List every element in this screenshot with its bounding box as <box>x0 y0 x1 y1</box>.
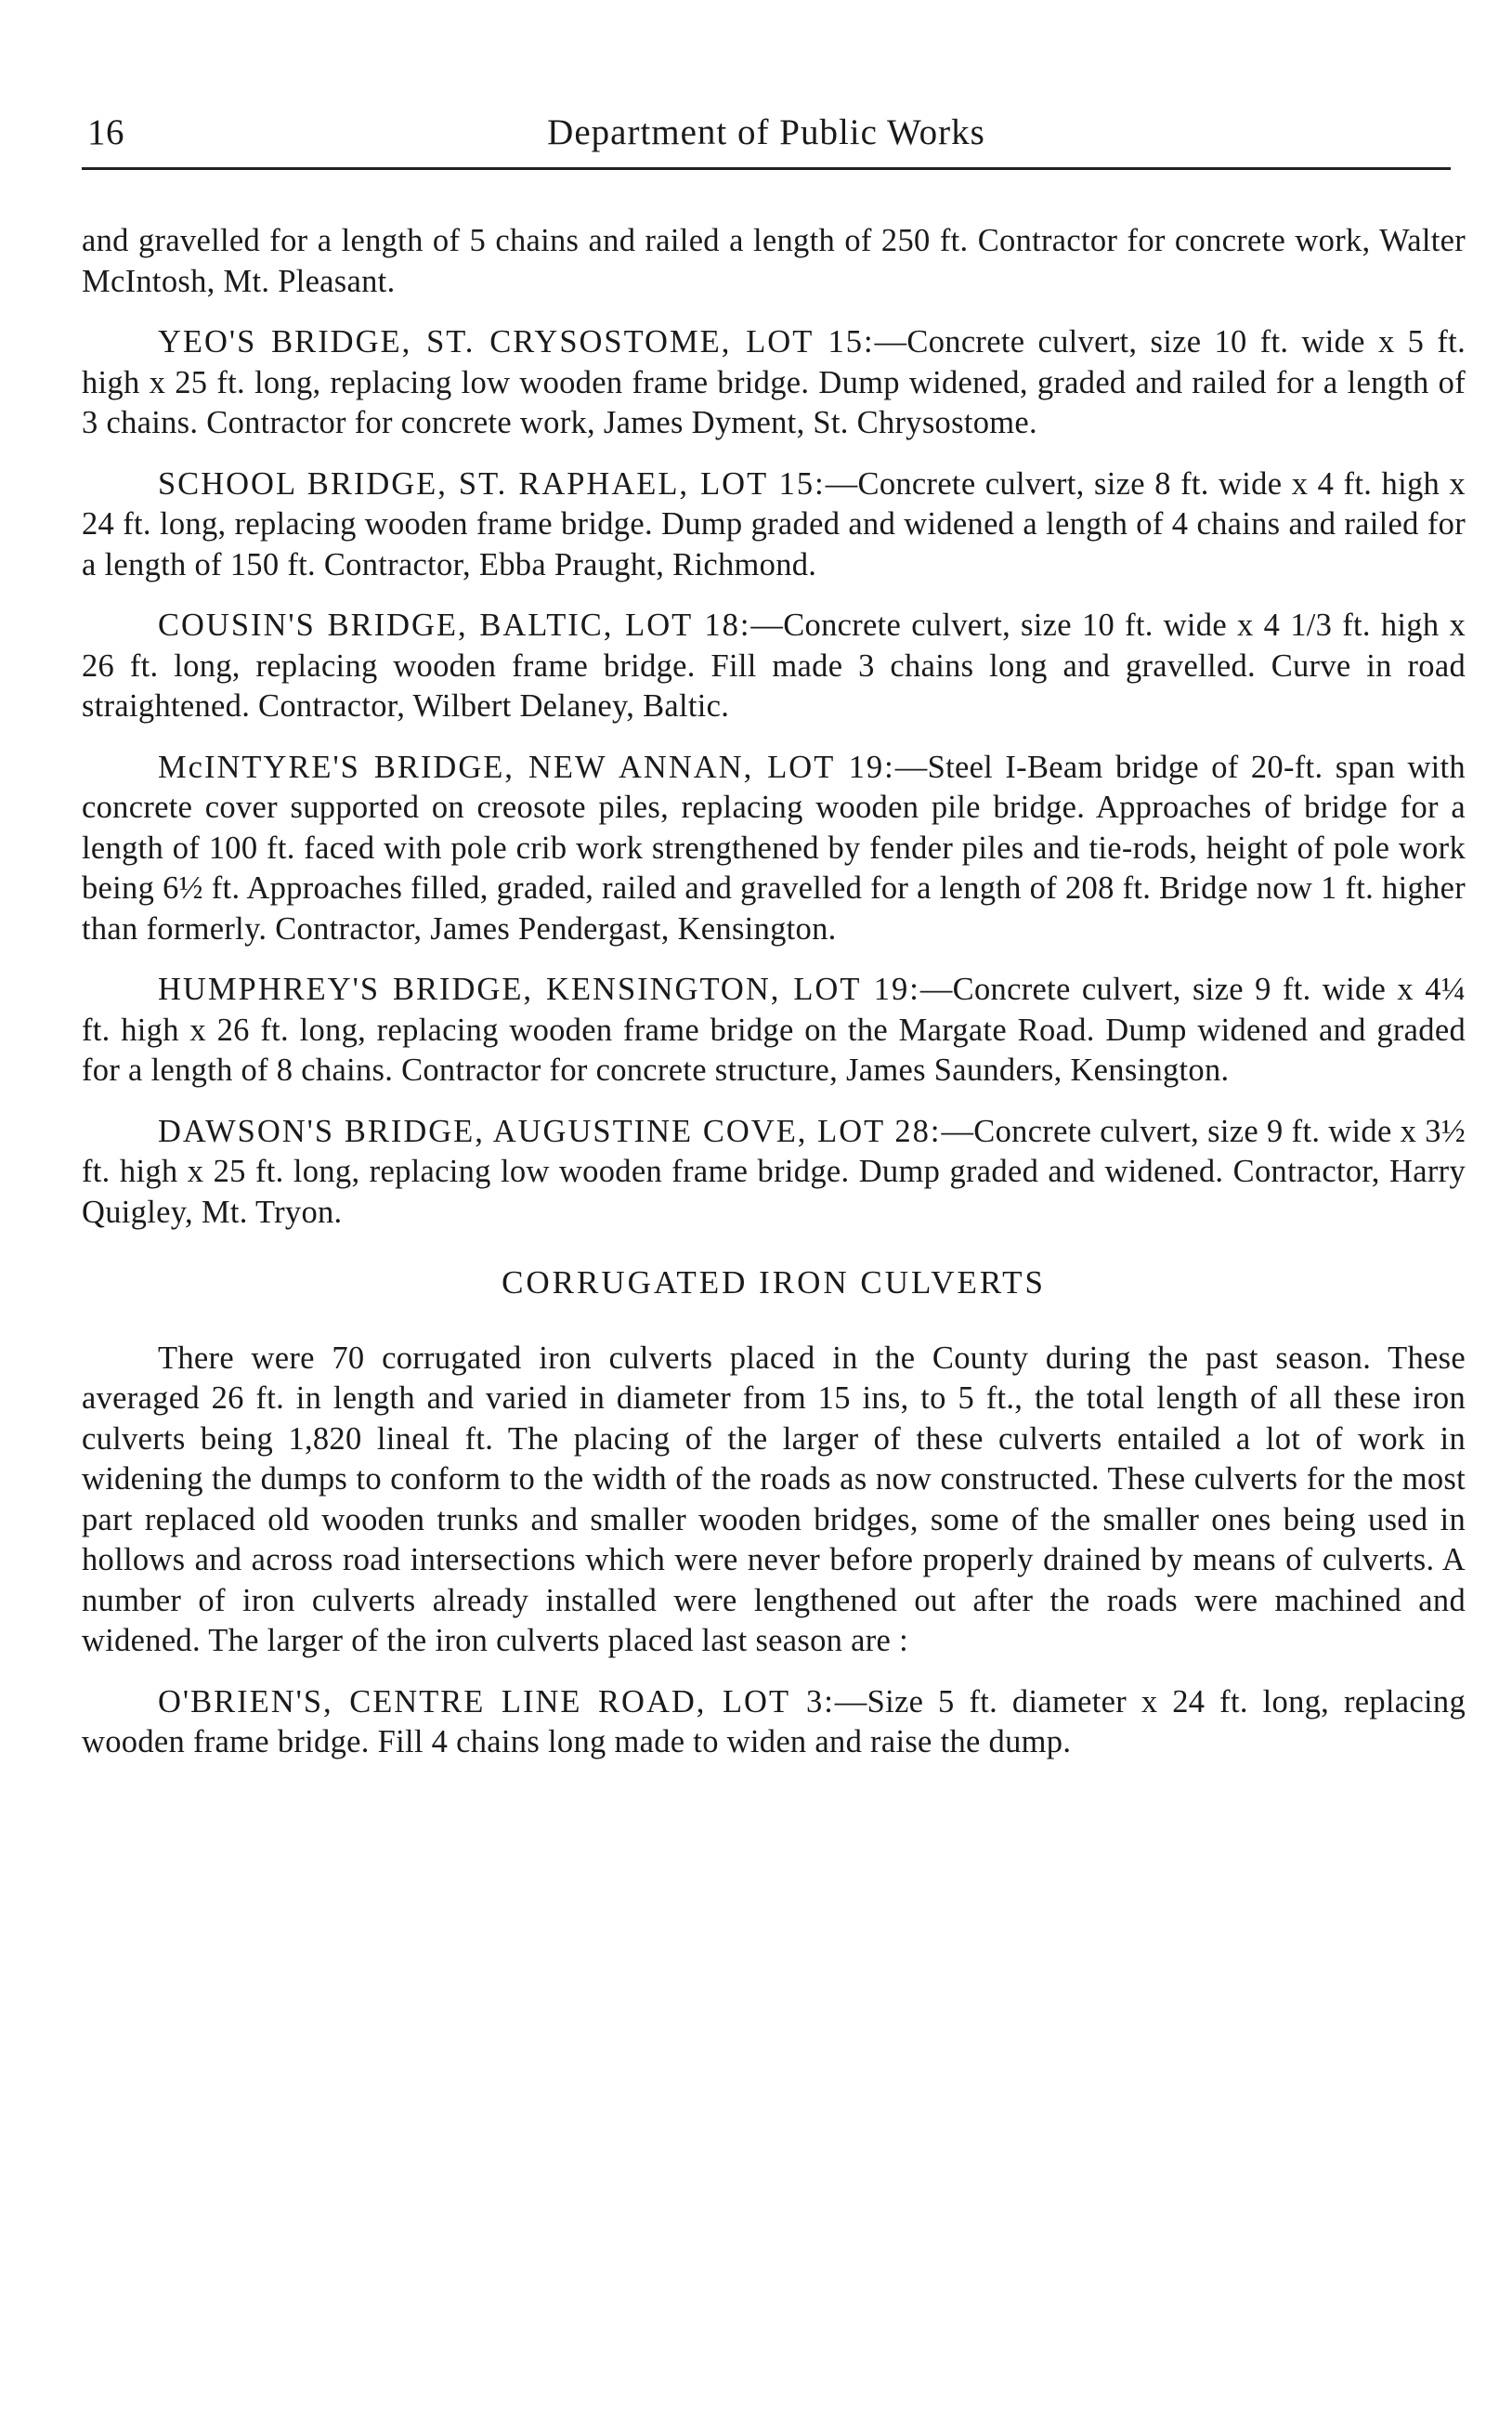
entry-title: COUSIN'S BRIDGE, BALTIC, LOT 18: <box>158 608 751 643</box>
bridge-entry-dawsons <box>82 1112 1466 1234</box>
entry-title: DAWSON'S BRIDGE, AUGUSTINE COVE, LOT 28: <box>158 1113 942 1149</box>
bridge-entry-yeos <box>82 322 1466 444</box>
entry-text: —Concrete culvert, size 10 ft. wide x 5 ft. high x 25 ft. long, replacing low wooden frame bridge. Dump widened, graded and railed for a length of 3 chains. Contractor for concrete work, James Dyment, St. Chrysostome. <box>82 324 1466 440</box>
header-rule <box>82 167 1451 170</box>
entry-title: O'BRIEN'S, CENTRE LINE ROAD, LOT 3: <box>158 1683 835 1719</box>
entry-text: —Concrete culvert, size 8 ft. wide x 4 ft. high x 24 ft. long, replacing wooden frame bridge. Dump graded and widened a length of 4 chains and railed for a length of 150 ft. Contractor, Ebba Praught, Richmond. <box>82 465 1466 582</box>
running-head: Department of Public Works <box>547 112 985 152</box>
culverts-paragraph: There were 70 corrugated iron culverts placed in the County during the past season. These averaged 26 ft. in length and varied in diameter from 15 ins, to 5 ft., the total length of all these iron culverts being 1,820 lineal ft. The placing of the larger of these culverts entailed a lot of work in widening the dumps to conform to the width of the roads as now constructed. These culverts for the most part replaced old wooden trunks and smaller wooden bridges, some of the smaller ones being used in hollows and across road intersections which were never before properly drained by means of culverts. A number of iron culverts already installed were lengthened out after the roads were machined and widened. The larger of the iron culverts placed last season are : <box>82 1340 1466 1658</box>
section-heading: CORRUGATED IRON CULVERTS <box>502 1264 1046 1301</box>
entry-title: YEO'S BRIDGE, ST. CRYSOSTOME, LOT 15: <box>158 324 875 360</box>
entry-title: McINTYRE'S BRIDGE, NEW ANNAN, LOT 19: <box>158 749 895 785</box>
entry-text: —Concrete culvert, size 9 ft. wide x 3½ ft. high x 25 ft. long, replacing low wooden frame bridge. Dump graded and widened. Contractor, Harry Quigley, Mt. Tryon. <box>82 1113 1466 1230</box>
continuation-paragraph: and gravelled for a length of 5 chains and railed a length of 250 ft. Contractor for concrete work, Walter McIntosh, Mt. Pleasant. <box>82 223 1466 299</box>
bridge-entry-school <box>82 464 1466 586</box>
page-number: 16 <box>87 112 124 152</box>
bridge-entry-cousins <box>82 606 1466 727</box>
entry-text: —Concrete culvert, size 10 ft. wide x 4 1/3 ft. high x 26 ft. long, replacing wooden frame bridge. Fill made 3 chains long and gravelled. Curve in road straightened. Contractor, Wilbert Delaney, Baltic. <box>82 608 1466 724</box>
entry-text: —Steel I-Beam bridge of 20-ft. span with concrete cover supported on creosote piles, replacing wooden pile bridge. Approaches of bridge for a length of 100 ft. faced with pole crib work strengthened by fender piles and tie-rods, height of pole work being 6½ ft. Approaches filled, graded, railed and gravelled for a length of 208 ft. Bridge now 1 ft. higher than formerly. Contractor, James Pendergast, Kensington. <box>82 749 1466 947</box>
bridge-entry-mcintyres <box>82 748 1466 950</box>
page-header <box>82 110 1451 156</box>
culvert-entry-obriens <box>82 1682 1466 1763</box>
bridge-entry-humphreys <box>82 970 1466 1092</box>
entry-title: SCHOOL BRIDGE, ST. RAPHAEL, LOT 15: <box>158 465 826 502</box>
page-body <box>82 221 1466 1784</box>
entry-title: HUMPHREY'S BRIDGE, KENSINGTON, LOT 19: <box>158 972 920 1007</box>
entry-text: —Size 5 ft. diameter x 24 ft. long, replacing wooden frame bridge. Fill 4 chains long made to widen and raise the dump. <box>82 1683 1466 1759</box>
entry-text: —Concrete culvert, size 9 ft. wide x 4¼ ft. high x 26 ft. long, replacing wooden frame bridge on the Margate Road. Dump widened and graded for a length of 8 chains. Contractor for concrete structure, James Saunders, Kensington. <box>82 972 1466 1088</box>
